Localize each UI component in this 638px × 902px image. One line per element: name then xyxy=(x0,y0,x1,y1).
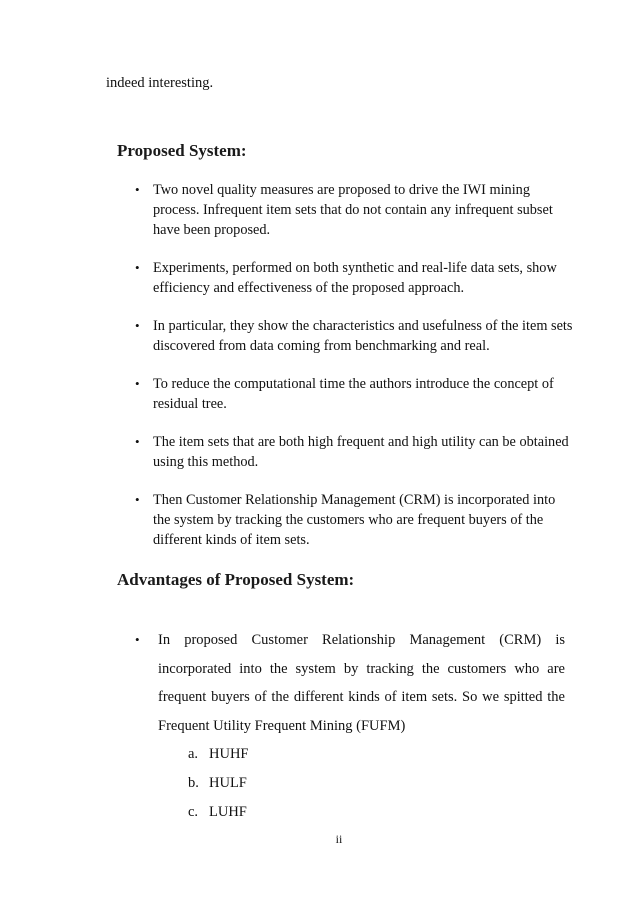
sublist-text: LUHF xyxy=(209,803,247,820)
bullet-icon: • xyxy=(135,182,140,197)
bullet-icon: • xyxy=(135,376,140,391)
list-item xyxy=(133,374,573,414)
sublist-label: a. xyxy=(188,746,199,762)
list-item xyxy=(133,180,573,240)
bullet-icon: • xyxy=(135,434,140,449)
sublist-item xyxy=(188,798,248,827)
list-item-text: In particular, they show the characteristics and usefulness of the item sets discovered from data coming from benchmarking and real. xyxy=(153,318,573,354)
list-item-text: In proposed Customer Relationship Management (CRM) is incorporated into the system by tracking the customers who are frequent buyers of the different kinds of item sets. So we spitted the Frequent Utility Frequent Mining (FUFM) xyxy=(158,632,565,735)
proposed-system-heading: Proposed System: xyxy=(117,141,247,160)
list-item-text: Experiments, performed on both synthetic and real-life data sets, show efficiency and effectiveness of the proposed approach. xyxy=(153,260,557,296)
sublist-item xyxy=(188,740,248,769)
sublist-text: HUHF xyxy=(209,746,249,762)
list-item-text: Then Customer Relationship Management (CRM) is incorporated into the system by tracking the customers who are frequent buyers of the different kinds of item sets. xyxy=(153,492,556,548)
bullet-icon: • xyxy=(135,492,140,507)
list-item xyxy=(133,316,573,356)
list-item xyxy=(133,490,573,550)
bullet-icon: • xyxy=(135,632,140,647)
bullet-icon: • xyxy=(135,318,140,333)
page-number: ii xyxy=(335,832,343,846)
bullet-icon: • xyxy=(135,260,140,275)
sublist-text: HULF xyxy=(209,774,247,791)
list-item xyxy=(133,626,565,741)
sublist-label: b. xyxy=(188,774,199,791)
sublist-item xyxy=(188,769,248,798)
list-item-text: Two novel quality measures are proposed to drive the IWI mining process. Infrequent item sets that do not contain any infrequent subset have been proposed. xyxy=(153,182,553,238)
advantages-list xyxy=(133,626,565,741)
list-item-text: The item sets that are both high frequent and high utility can be obtained using this method. xyxy=(153,434,569,470)
list-item-text: To reduce the computational time the authors introduce the concept of residual tree. xyxy=(153,376,554,412)
fufm-sublist xyxy=(188,740,248,826)
sublist-label: c. xyxy=(188,803,199,820)
proposed-system-list xyxy=(133,180,573,568)
list-item xyxy=(133,432,573,472)
list-item xyxy=(133,258,573,298)
advantages-heading: Advantages of Proposed System: xyxy=(117,570,355,589)
carry-over-text: indeed interesting. xyxy=(106,75,214,91)
